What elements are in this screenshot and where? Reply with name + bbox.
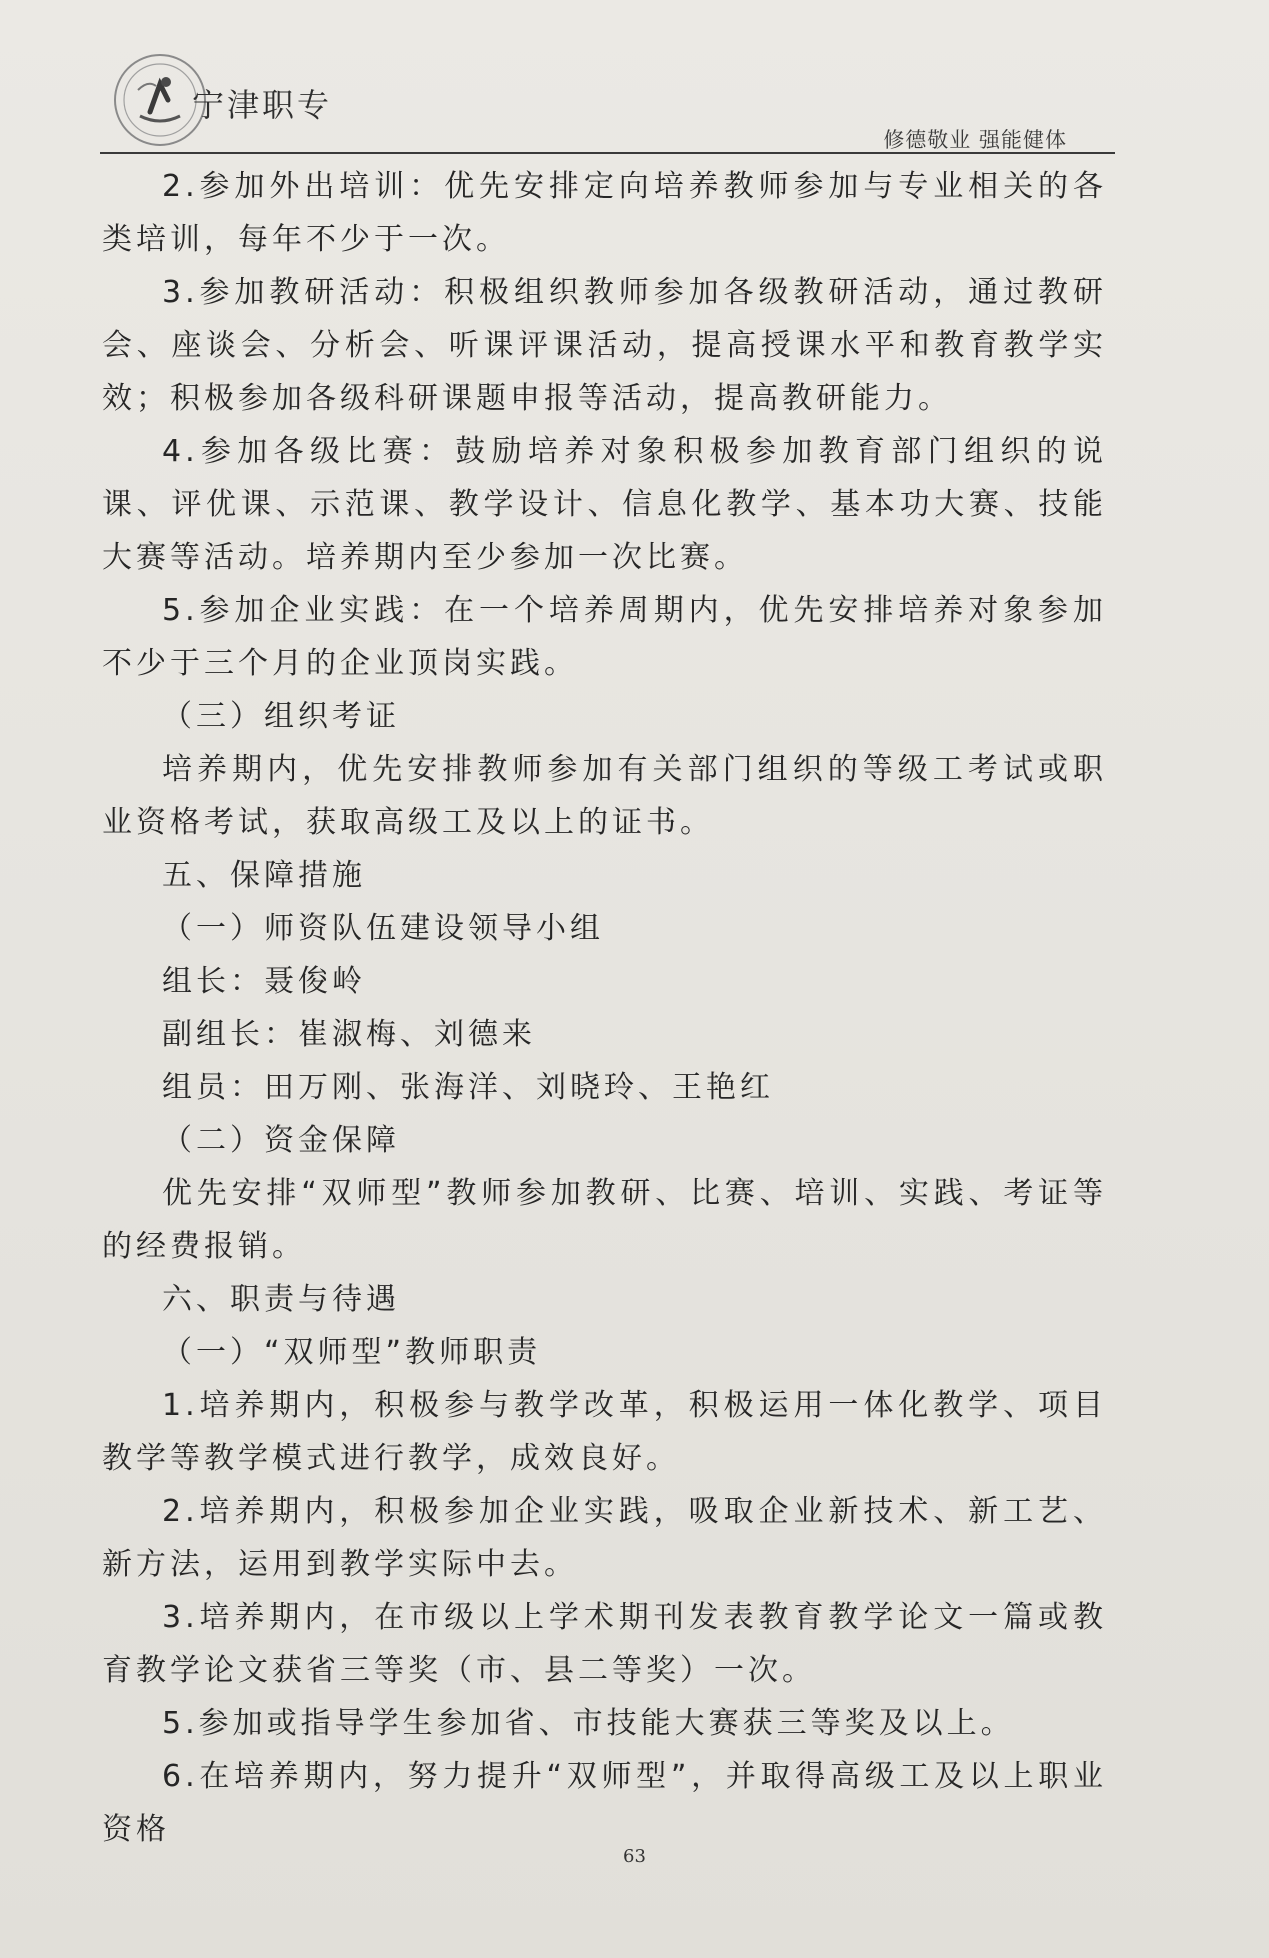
heading-duties: 六、职责与待遇 bbox=[162, 1282, 400, 1317]
duty-item-6: 6.在培养期内，努力提升“双师型”，并取得高级工及以上职业资格 bbox=[102, 1759, 1107, 1847]
heading-certification: （三）组织考证 bbox=[162, 699, 400, 734]
document-body bbox=[102, 160, 1107, 1856]
paragraph-competitions: 4.参加各级比赛：鼓励培养对象积极参加教育部门组织的说课、评优课、示范课、教学设计、信息化教学、基本功大赛、技能大赛等活动。培养期内至少参加一次比赛。 bbox=[102, 434, 1107, 575]
duty-item-1: 1.培养期内，积极参与教学改革，积极运用一体化教学、项目教学等教学模式进行教学，成效良好。 bbox=[102, 1388, 1107, 1476]
heading-funding: （二）资金保障 bbox=[162, 1123, 400, 1158]
page-header bbox=[100, 40, 1115, 158]
page-number: 63 bbox=[623, 1846, 646, 1867]
duty-item-5: 5.参加或指导学生参加省、市技能大赛获三等奖及以上。 bbox=[162, 1706, 1015, 1741]
group-members: 组员：田万刚、张海洋、刘晓玲、王艳红 bbox=[162, 1070, 774, 1105]
deputy-leaders: 副组长：崔淑梅、刘德来 bbox=[162, 1017, 536, 1052]
school-motto: 修德敬业 强能健体 bbox=[883, 128, 1067, 152]
paragraph-training: 2.参加外出培训：优先安排定向培养教师参加与专业相关的各类培训，每年不少于一次。 bbox=[102, 169, 1107, 257]
header-rule bbox=[100, 152, 1115, 154]
paragraph-research: 3.参加教研活动：积极组织教师参加各级教研活动，通过教研会、座谈会、分析会、听课评课活动，提高授课水平和教育教学实效；积极参加各级科研课题申报等活动，提高教研能力。 bbox=[102, 275, 1107, 416]
paragraph-certification: 培养期内，优先安排教师参加有关部门组织的等级工考试或职业资格考试，获取高级工及以上的证书。 bbox=[102, 752, 1107, 840]
group-leader: 组长：聂俊岭 bbox=[162, 964, 366, 999]
school-name: 宁津职专 bbox=[192, 86, 333, 124]
heading-leadership-group: （一）师资队伍建设领导小组 bbox=[162, 911, 604, 946]
duty-item-2: 2.培养期内，积极参加企业实践，吸取企业新技术、新工艺、新方法，运用到教学实际中去。 bbox=[102, 1494, 1107, 1582]
heading-safeguards: 五、保障措施 bbox=[162, 858, 366, 893]
duty-item-3: 3.培养期内，在市级以上学术期刊发表教育教学论文一篇或教育教学论文获省三等奖（市、县二等奖）一次。 bbox=[102, 1600, 1107, 1688]
heading-teacher-duties: （一）“双师型”教师职责 bbox=[162, 1335, 542, 1370]
paragraph-funding: 优先安排“双师型”教师参加教研、比赛、培训、实践、考证等的经费报销。 bbox=[102, 1176, 1107, 1264]
paragraph-enterprise-practice: 5.参加企业实践：在一个培养周期内，优先安排培养对象参加不少于三个月的企业顶岗实践。 bbox=[102, 593, 1107, 681]
